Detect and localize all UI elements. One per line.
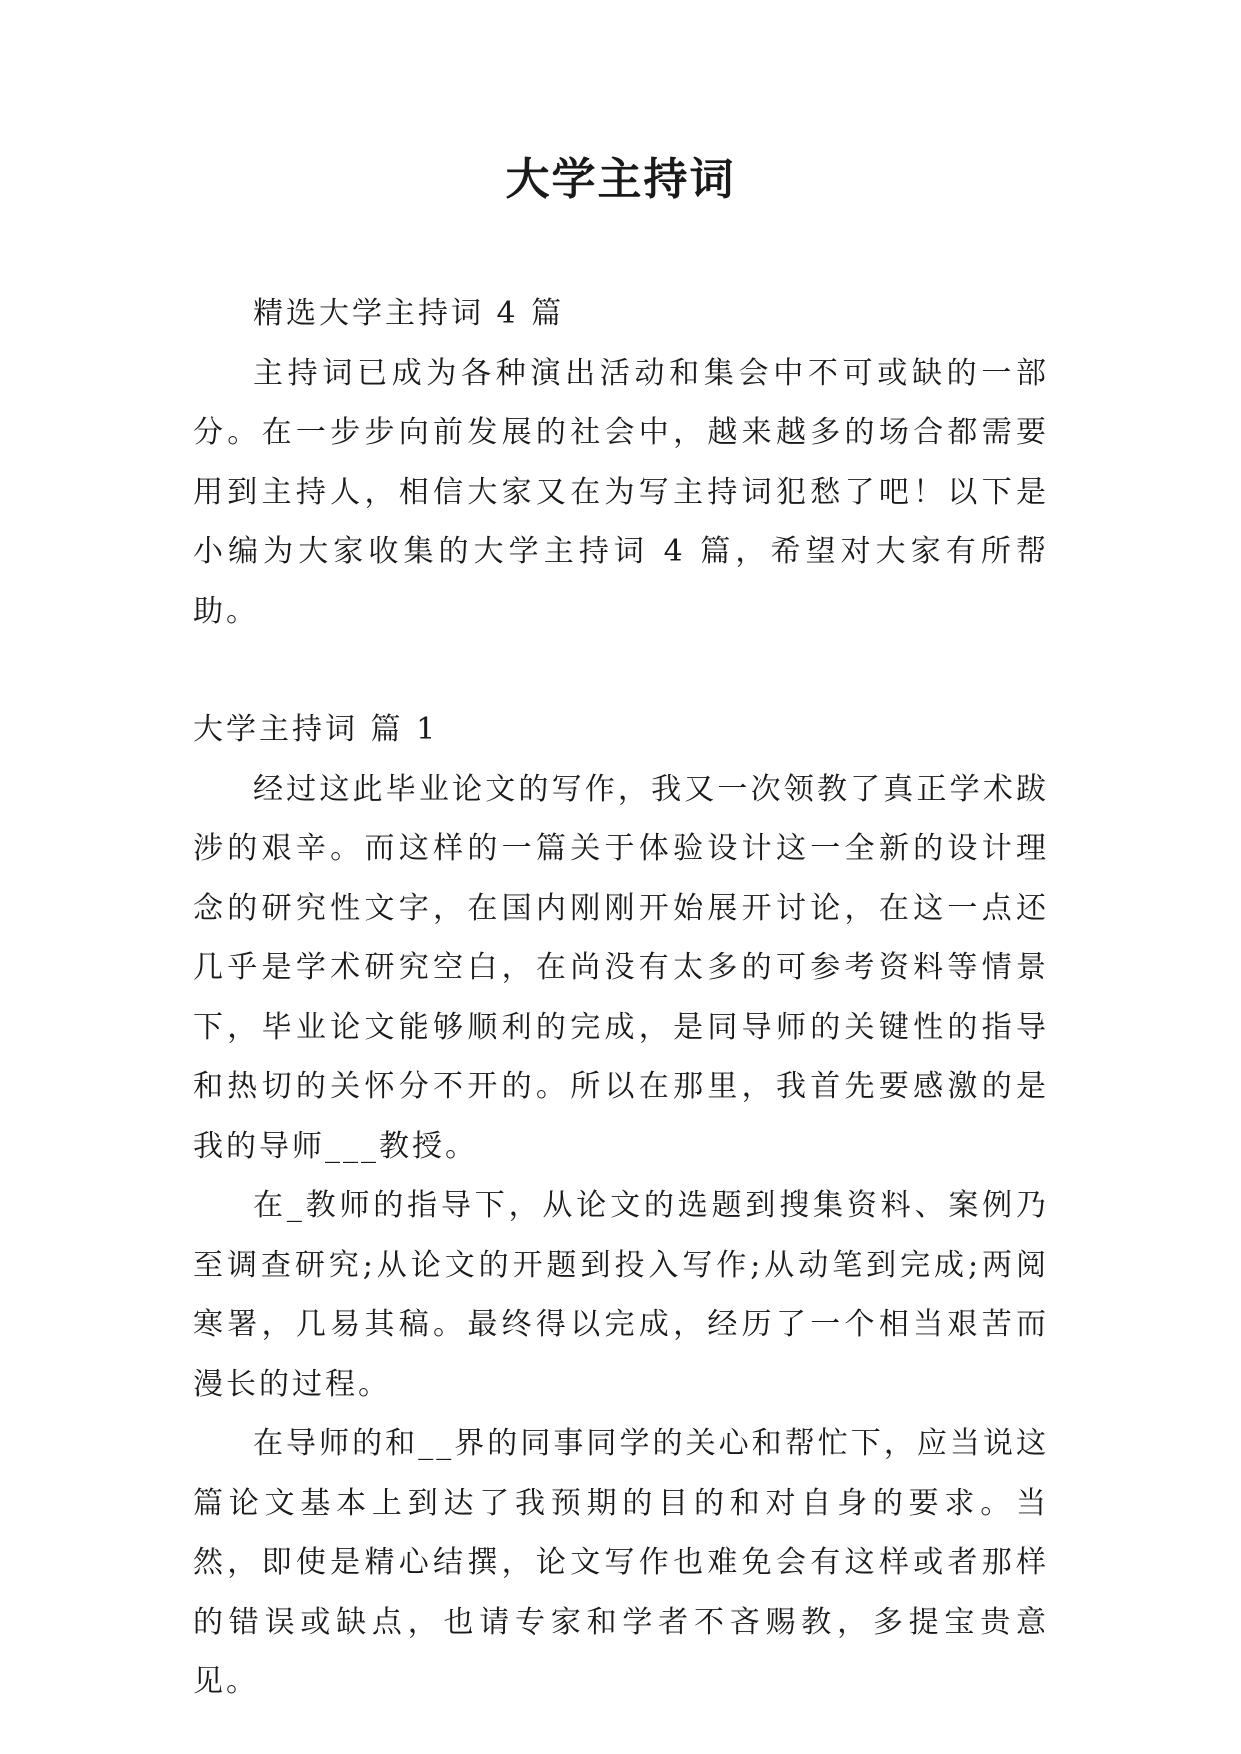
- intro-paragraph: 主持词已成为各种演出活动和集会中不可或缺的一部分。在一步步向前发展的社会中，越来越多的场合都需要用到主持人，相信大家又在为写主持词犯愁了吧！以下是小编为大家收集的大学主持词 4 篇，希望对大家有所帮助。: [193, 355, 1049, 629]
- section-heading: 大学主持词 篇 1: [193, 712, 439, 747]
- paragraph: 在导师的和__界的同事同学的关心和帮忙下，应当说这篇论文基本上到达了我预期的目的和对自身的要求。当然，即使是精心结撰，论文写作也难免会有这样或者那样的错误或缺点，也请专家和学者不吝赐教，多提宝贵意见。: [193, 1426, 1049, 1699]
- document-title: 大学主持词: [505, 154, 736, 205]
- document-body: [193, 284, 1049, 1712]
- section-gap: [193, 641, 1049, 700]
- paragraph: 经过这此毕业论文的写作，我又一次领教了真正学术跋涉的艰辛。而这样的一篇关于体验设计这一全新的设计理念的研究性文字，在国内刚刚开始展开讨论，在这一点还几乎是学术研究空白，在尚没有太多的可参考资料等情景下，毕业论文能够顺利的完成，是同导师的关键性的指导和热切的关怀分不开的。所以在那里，我首先要感激的是我的导师___教授。: [193, 771, 1049, 1164]
- paragraph: 在_教师的指导下，从论文的选题到搜集资料、案例乃至调查研究;从论文的开题到投入写作;从动笔到完成;两阅寒署，几易其稿。最终得以完成，经历了一个相当艰苦而漫长的过程。: [193, 1188, 1049, 1402]
- intro-heading: 精选大学主持词 4 篇: [253, 296, 565, 331]
